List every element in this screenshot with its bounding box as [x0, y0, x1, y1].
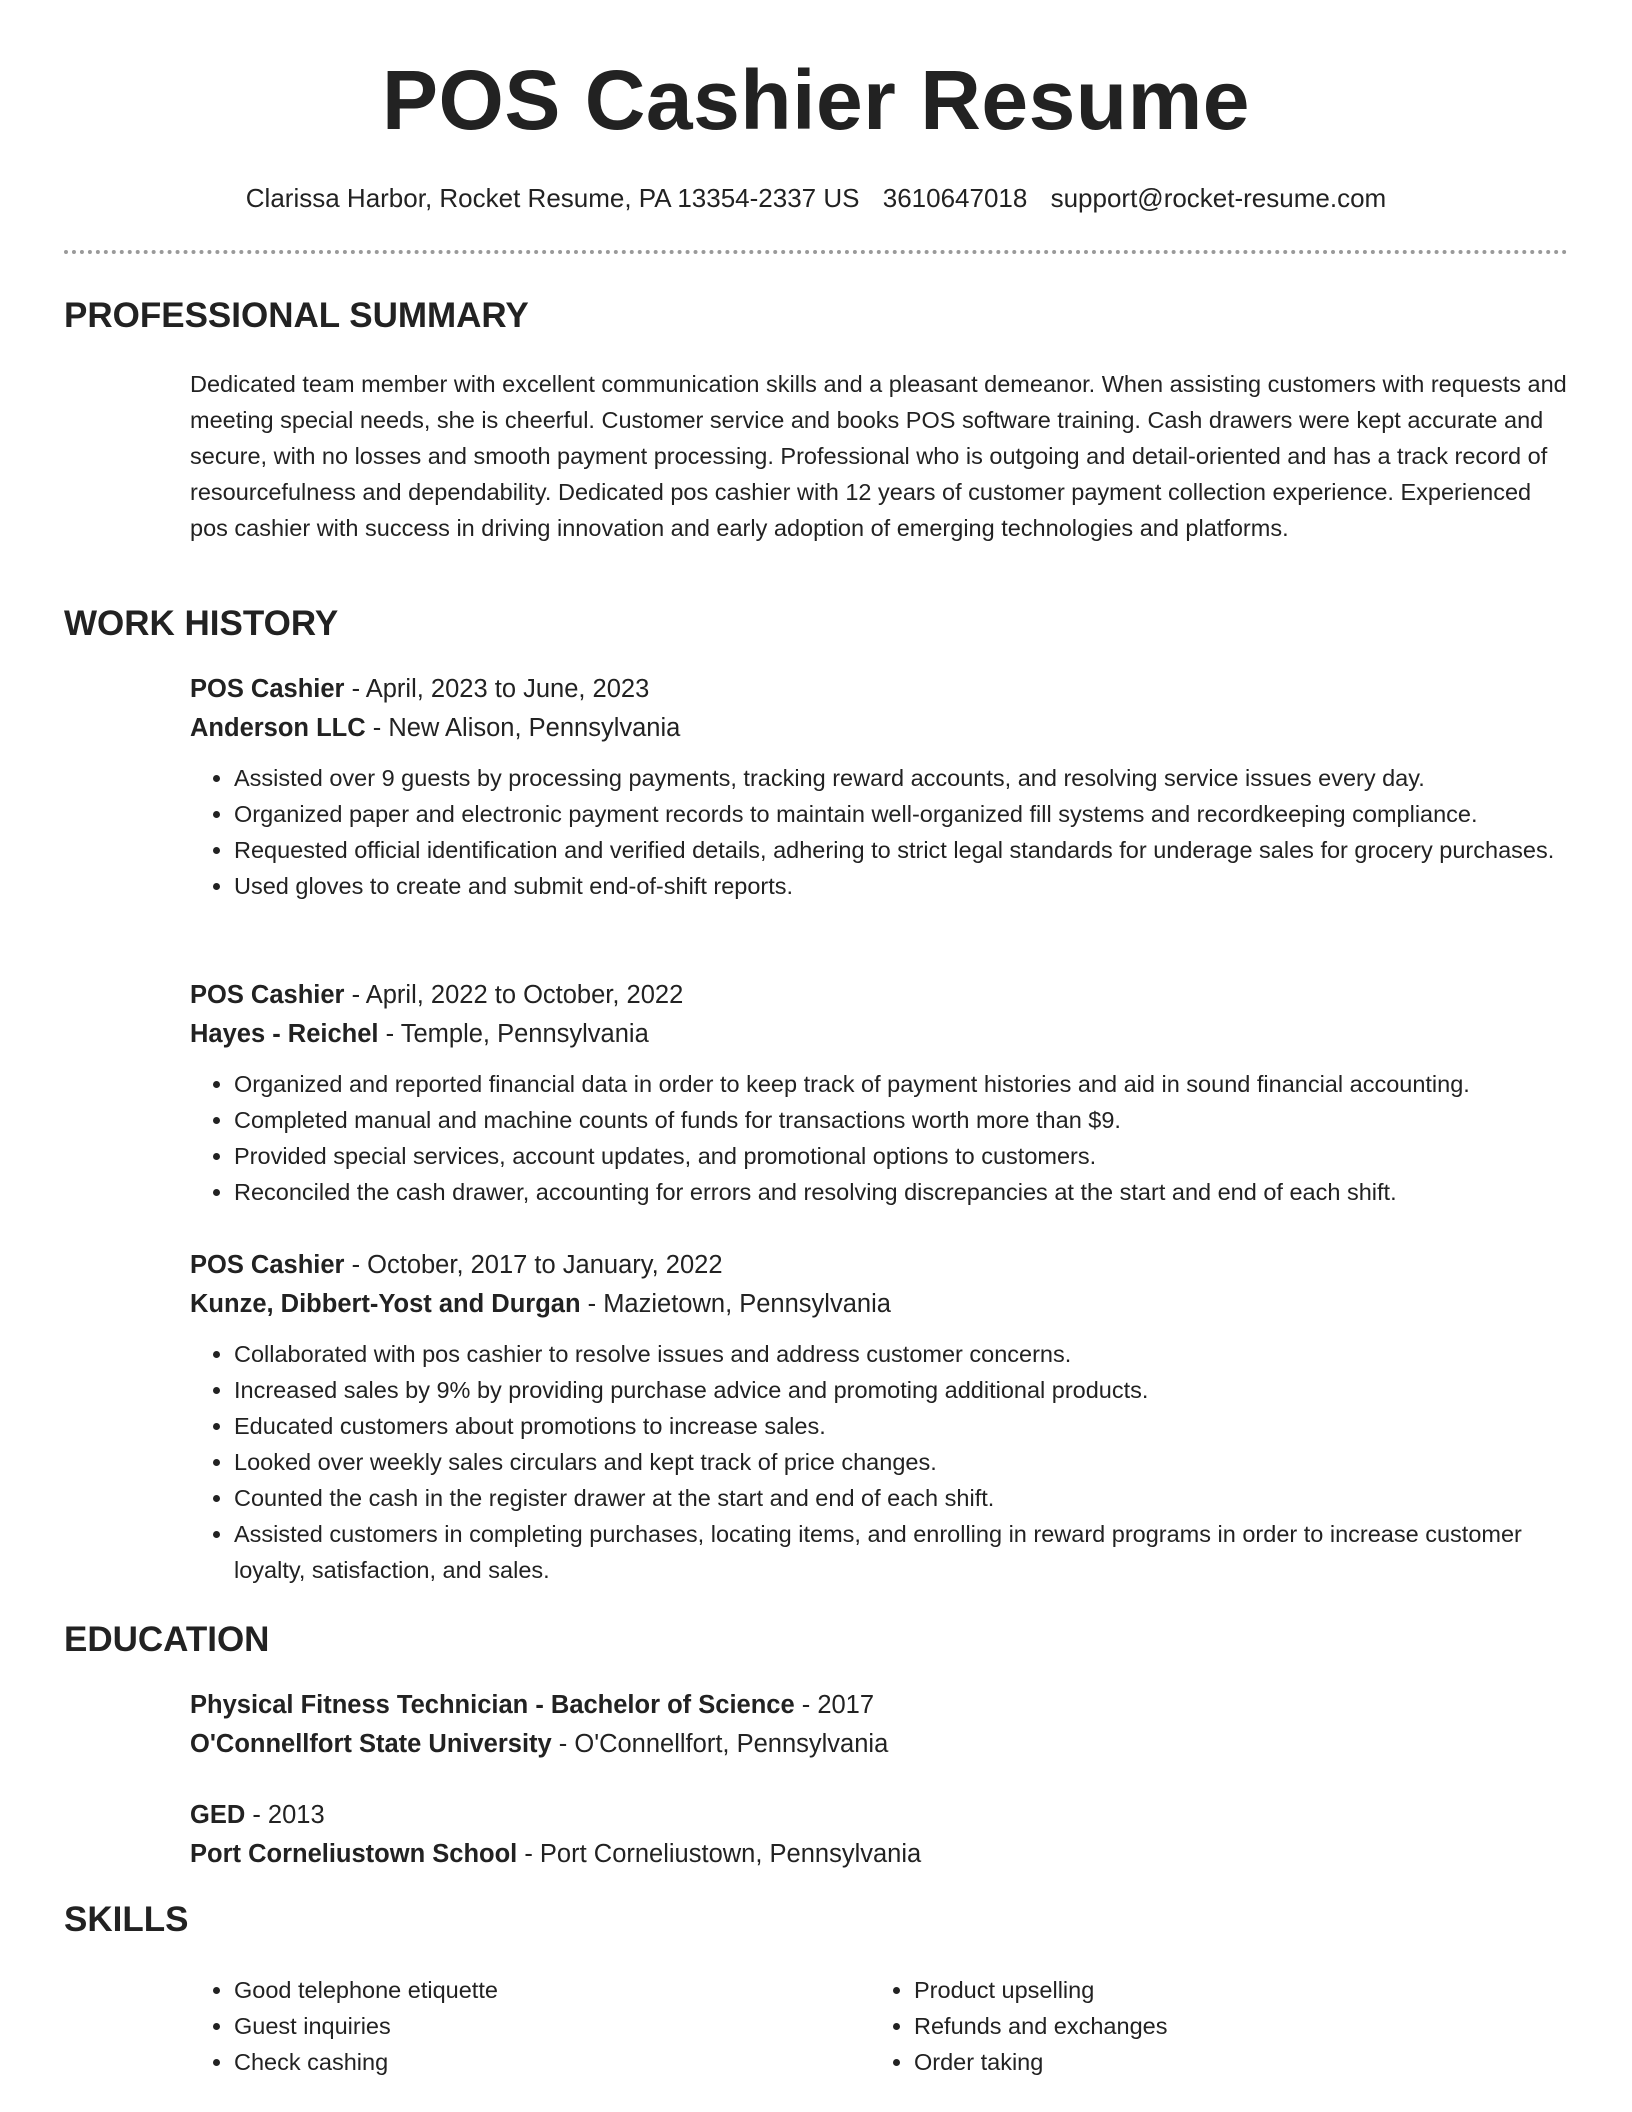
job-dates: - April, 2023 to June, 2023	[344, 675, 650, 703]
skills-grid	[190, 1972, 1570, 2080]
summary-text: Dedicated team member with excellent communication skills and a pleasant demeanor. When assisting customers with requests and meeting special needs, she is cheerful. Customer service and books POS software training. Cash drawers were kept accurate and secure, with no losses and smooth payment processing. Professional who is outgoing and detail-oriented and has a track record of resourcefulness and dependability. Dedicated pos cashier with 12 years of customer payment collection experience. Experienced pos cashier with success in driving innovation and early adoption of emerging technologies and platforms.	[190, 371, 1567, 541]
education-location: - Port Corneliustown, Pennsylvania	[517, 1840, 922, 1868]
job-company: Hayes - Reichel	[190, 1020, 379, 1048]
job-bullets	[190, 1066, 1570, 1210]
job-location: - New Alison, Pennsylvania	[365, 714, 681, 742]
education-entry	[190, 1796, 1570, 1874]
list-item: • Used gloves to create and submit end-of-shift reports.	[234, 868, 1570, 904]
contact-phone: 3610647018	[882, 183, 1028, 213]
education-school: O'Connellfort State University	[190, 1730, 552, 1758]
list-item: • Counted the cash in the register drawer at the start and end of each shift.	[234, 1480, 1570, 1516]
job-title-line	[190, 1246, 1570, 1285]
list-item: • Increased sales by 9% by providing purchase advice and promoting additional products.	[234, 1372, 1570, 1408]
section-heading-summary: PROFESSIONAL SUMMARY	[64, 296, 529, 335]
contact-email: support@rocket-resume.com	[1050, 183, 1387, 213]
list-item: • Requested official identification and verified details, adhering to strict legal standards for underage sales for grocery purchases.	[234, 832, 1570, 868]
education-school-line	[190, 1835, 1570, 1874]
job-company-line	[190, 1015, 1570, 1054]
job-entry	[190, 670, 1570, 904]
education-school: Port Corneliustown School	[190, 1840, 518, 1868]
job-title: POS Cashier	[190, 1251, 345, 1279]
skill-item: • Order taking	[914, 2044, 1550, 2080]
skill-item: • Guest inquiries	[234, 2008, 870, 2044]
page-title: POS Cashier Resume	[381, 53, 1251, 147]
job-company-line	[190, 1285, 1570, 1324]
list-item: • Organized paper and electronic payment records to maintain well-organized fill systems and recordkeeping compliance.	[234, 796, 1570, 832]
list-item: • Completed manual and machine counts of funds for transactions worth more than $9.	[234, 1102, 1570, 1138]
section-heading-skills: SKILLS	[64, 1900, 189, 1939]
list-item: • Educated customers about promotions to increase sales.	[234, 1408, 1570, 1444]
job-dates: - April, 2022 to October, 2022	[344, 981, 684, 1009]
job-title-line	[190, 976, 1570, 1015]
education-degree: Physical Fitness Technician - Bachelor of Science	[190, 1691, 795, 1719]
job-location: - Temple, Pennsylvania	[378, 1020, 649, 1048]
skill-item: • Check cashing	[234, 2044, 870, 2080]
skill-item: • Refunds and exchanges	[914, 2008, 1550, 2044]
education-school-line	[190, 1725, 1570, 1764]
job-company: Anderson LLC	[190, 714, 366, 742]
list-item: • Assisted customers in completing purchases, locating items, and enrolling in reward programs in order to increase customer loyalty, satisfaction, and sales.	[234, 1516, 1570, 1588]
skills-column-right	[870, 1972, 1550, 2080]
job-entry	[190, 1246, 1570, 1588]
section-heading-education: EDUCATION	[64, 1620, 270, 1659]
list-item: • Collaborated with pos cashier to resolve issues and address customer concerns.	[234, 1336, 1570, 1372]
job-company-line	[190, 709, 1570, 748]
header-divider	[64, 250, 1568, 254]
job-bullets	[190, 1336, 1570, 1588]
list-item: • Reconciled the cash drawer, accounting for errors and resolving discrepancies at the start and end of each shift.	[234, 1174, 1570, 1210]
education-degree: GED	[190, 1801, 246, 1829]
contact-address: Clarissa Harbor, Rocket Resume, PA 13354-2337 US	[245, 183, 860, 213]
education-entry	[190, 1686, 1570, 1764]
education-year: - 2013	[245, 1801, 325, 1829]
contact-line	[0, 183, 1632, 214]
job-title-line	[190, 670, 1570, 709]
job-location: - Mazietown, Pennsylvania	[580, 1290, 891, 1318]
list-item: • Provided special services, account updates, and promotional options to customers.	[234, 1138, 1570, 1174]
job-entry	[190, 976, 1570, 1210]
skill-item: • Good telephone etiquette	[234, 1972, 870, 2008]
job-title: POS Cashier	[190, 675, 345, 703]
education-degree-line	[190, 1686, 1570, 1725]
skills-column-left	[190, 1972, 870, 2080]
job-bullets	[190, 760, 1570, 904]
education-degree-line	[190, 1796, 1570, 1835]
list-item: • Looked over weekly sales circulars and kept track of price changes.	[234, 1444, 1570, 1480]
job-dates: - October, 2017 to January, 2022	[344, 1251, 723, 1279]
job-company: Kunze, Dibbert-Yost and Durgan	[190, 1290, 581, 1318]
education-year: - 2017	[794, 1691, 875, 1719]
list-item: • Assisted over 9 guests by processing payments, tracking reward accounts, and resolving service issues every day.	[234, 760, 1570, 796]
job-title: POS Cashier	[190, 981, 345, 1009]
skill-item: • Product upselling	[914, 1972, 1550, 2008]
section-heading-work-history: WORK HISTORY	[64, 604, 339, 643]
list-item: • Organized and reported financial data in order to keep track of payment histories and aid in sound financial accounting.	[234, 1066, 1570, 1102]
education-location: - O'Connellfort, Pennsylvania	[551, 1730, 889, 1758]
